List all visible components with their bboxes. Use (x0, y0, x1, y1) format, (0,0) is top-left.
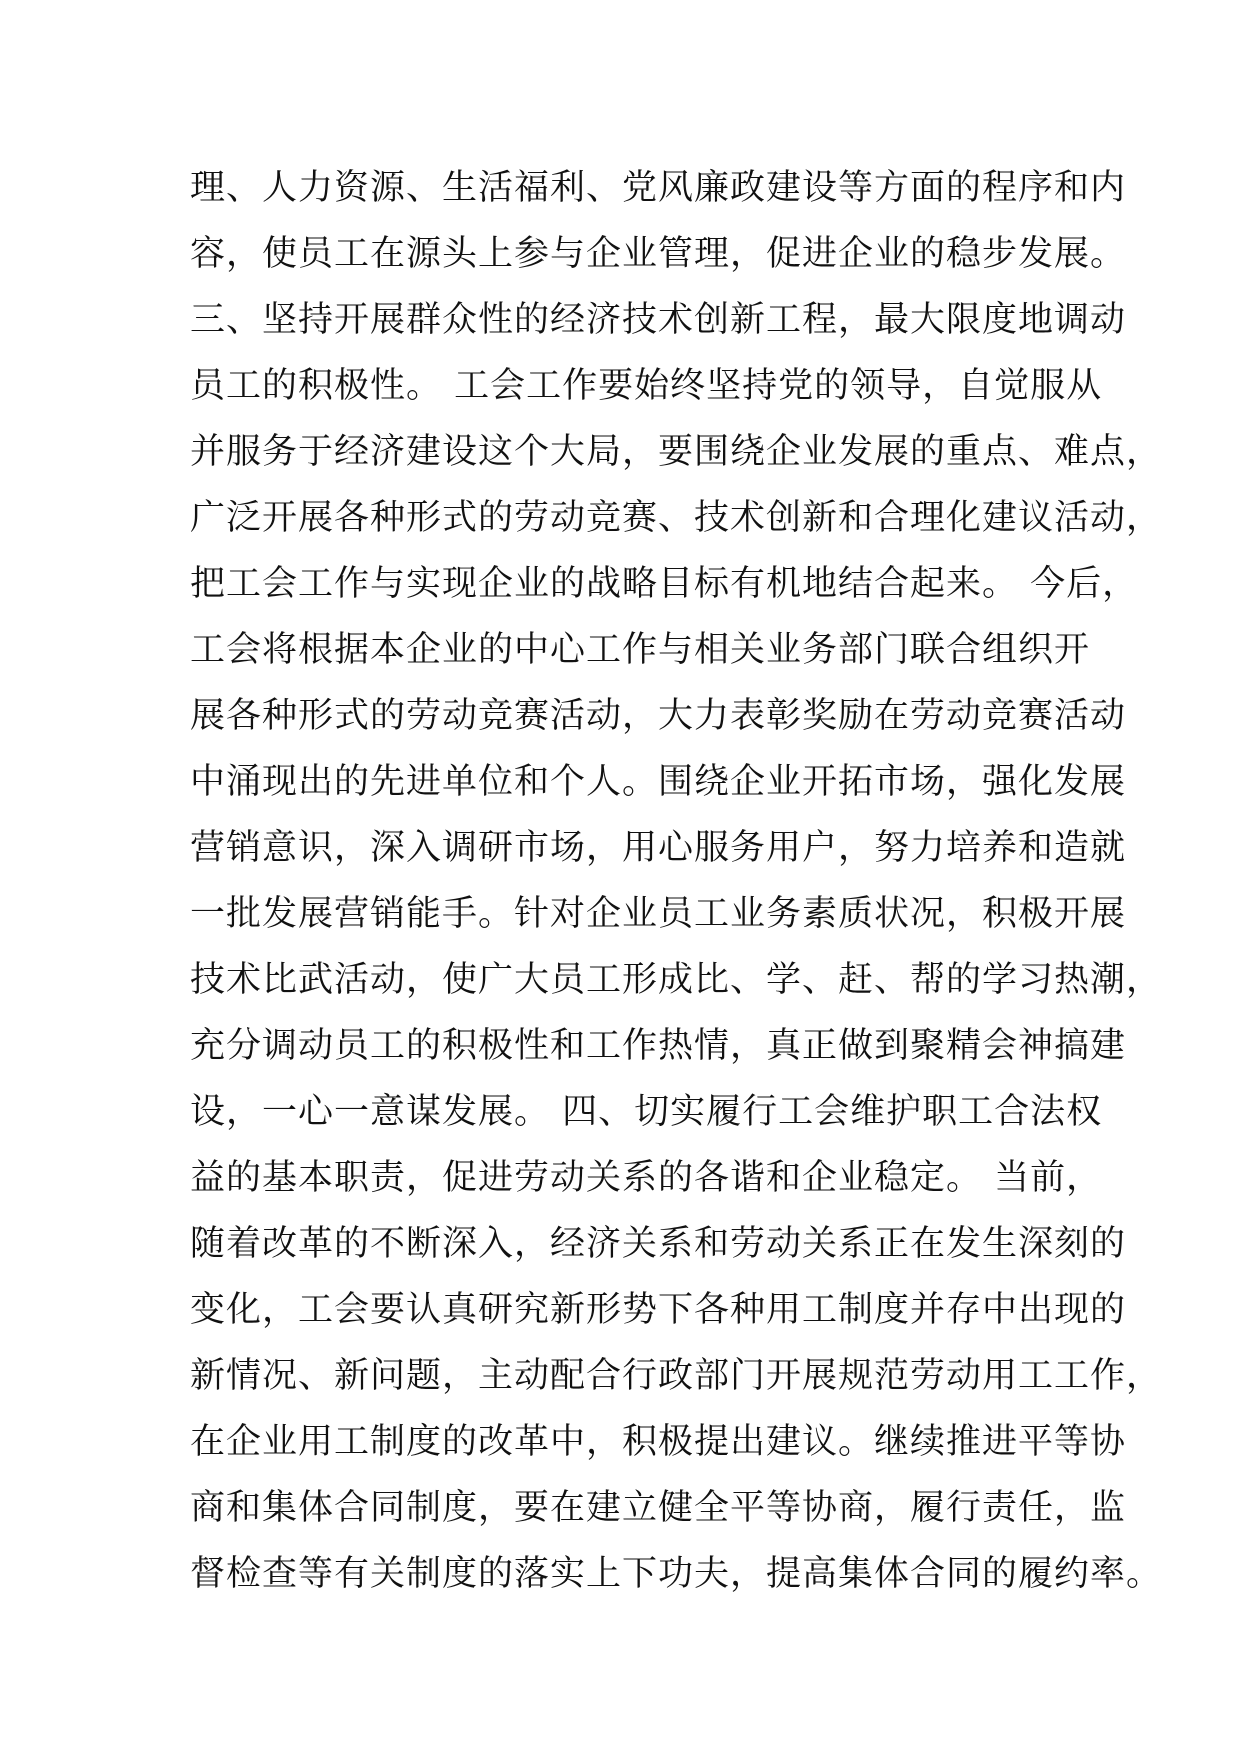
text-line: 益的基本职责，促进劳动关系的各谐和企业稳定。 当前， (190, 1158, 1103, 1198)
text-line: 展各种形式的劳动竞赛活动，大力表彰奖励在劳动竞赛活动 (190, 696, 1127, 736)
text-line: 员工的积极性。 工会工作要始终坚持党的领导，自觉服从 (190, 366, 1103, 406)
text-line: 随着改革的不断深入，经济关系和劳动关系正在发生深刻的 (190, 1224, 1127, 1264)
text-line: 充分调动员工的积极性和工作热情，真正做到聚精会神搞建 (190, 1026, 1127, 1066)
text-line: 中涌现出的先进单位和个人。围绕企业开拓市场，强化发展 (190, 762, 1127, 802)
text-line: 把工会工作与实现企业的战略目标有机地结合起来。 今后， (190, 564, 1139, 604)
text-line: 一批发展营销能手。针对企业员工业务素质状况，积极开展 (190, 894, 1127, 934)
text-line: 督检查等有关制度的落实上下功夫，提高集体合同的履约率。 (190, 1554, 1163, 1594)
text-line: 营销意识，深入调研市场，用心服务用户，努力培养和造就 (190, 828, 1127, 868)
text-line: 三、坚持开展群众性的经济技术创新工程，最大限度地调动 (190, 300, 1127, 340)
text-line: 工会将根据本企业的中心工作与相关业务部门联合组织开 (190, 630, 1091, 670)
text-line: 理、人力资源、生活福利、党风廉政建设等方面的程序和内 (190, 168, 1127, 208)
body-text (190, 155, 1163, 1607)
text-line: 新情况、新问题，主动配合行政部门开展规范劳动用工工作， (190, 1356, 1163, 1396)
text-line: 设，一心一意谋发展。 四、切实履行工会维护职工合法权 (190, 1092, 1103, 1132)
text-line: 容，使员工在源头上参与企业管理，促进企业的稳步发展。 (190, 234, 1127, 274)
text-line: 商和集体合同制度，要在建立健全平等协商，履行责任，监 (190, 1488, 1127, 1528)
text-line: 在企业用工制度的改革中，积极提出建议。继续推进平等协 (190, 1422, 1127, 1462)
text-line: 并服务于经济建设这个大局，要围绕企业发展的重点、难点， (190, 432, 1163, 472)
text-line: 广泛开展各种形式的劳动竞赛、技术创新和合理化建议活动， (190, 498, 1163, 538)
text-line: 技术比武活动，使广大员工形成比、学、赶、帮的学习热潮， (190, 960, 1163, 1000)
text-line: 变化，工会要认真研究新形势下各种用工制度并存中出现的 (190, 1290, 1127, 1330)
